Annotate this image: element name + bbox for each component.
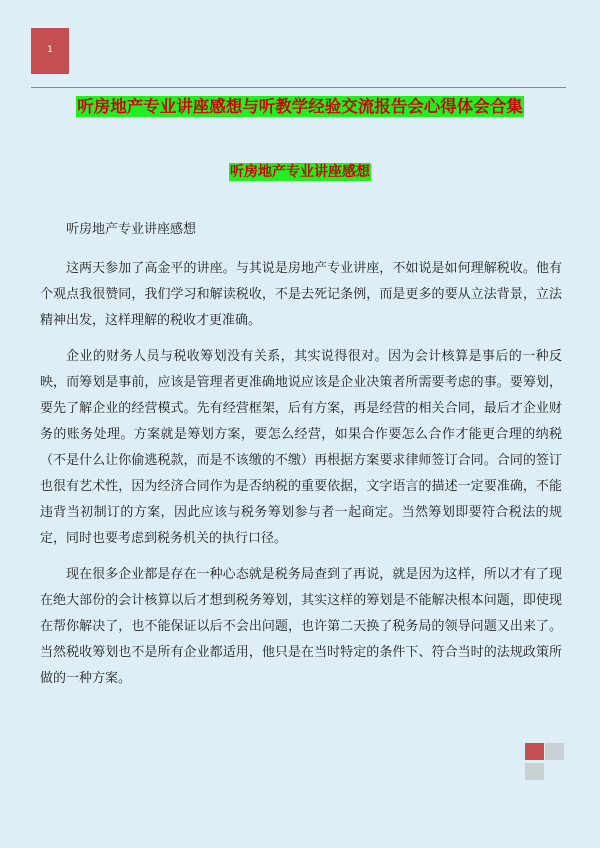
decorative-square-gray <box>525 763 544 780</box>
article-paragraph: 现在很多企业都是存在一种心态就是税务局查到了再说，就是因为这样，所以才有了现在绝大部份的会计核算以后才想到税务筹划，其实这样的筹划是不能解决根本问题，即使现在帮你解决了，也不能保证以后不会出问题，也许第二天换了税务局的领导问题又出来了。当然税收筹划也不是所有企业都适用，他只是在当时特定的条件下、符合当时的法规政策所做的一种方案。 <box>40 567 562 686</box>
header-divider <box>31 87 566 88</box>
decorative-square-gray <box>545 743 564 760</box>
article-paragraph: 企业的财务人员与税收筹划没有关系，其实说得很对。因为会计核算是事后的一种反映，而筹划是事前，应该是管理者更准确地说应该是企业决策者所需要考虑的事。要筹划，要先了解企业的经营模式。先有经营框架，后有方案，再是经营的相关合同，最后才企业财务的账务处理。方案就是筹划方案，要怎么经营，如果合作要怎么合作才能更合理的纳税（不是什么让你偷逃税款，而是不该缴的不缴）再根据方案要求律师签订合同。合同的签订也很有艺术性，因为经济合同作为是否纳税的重要依据，文字语言的描述一定要准确，不能违背当初制订的方案，因此应该与税务筹划参与者一起商定。当然筹划即要符合税法的规定，同时也要考虑到税务机关的执行口径。 <box>40 349 562 546</box>
decorative-square-red <box>525 743 544 760</box>
section-title-text: 听房地产专业讲座感想 <box>230 164 370 180</box>
article-heading: 听房地产专业讲座感想 <box>66 222 197 237</box>
document-title <box>0 96 600 123</box>
article-body <box>40 218 562 702</box>
document-title-text: 听房地产专业讲座感想与听教学经验交流报告会心得体会合集 <box>77 97 523 116</box>
section-title <box>0 162 600 186</box>
article-paragraph: 这两天参加了高金平的讲座。与其说是房地产专业讲座，不如说是如何理解税收。他有个观点我很赞同，我们学习和解读税收，不是去死记条例，而是更多的要从立法背景，立法精神出发，这样理解的税收才更准确。 <box>40 261 562 328</box>
page-number-badge: 1 <box>31 28 69 74</box>
